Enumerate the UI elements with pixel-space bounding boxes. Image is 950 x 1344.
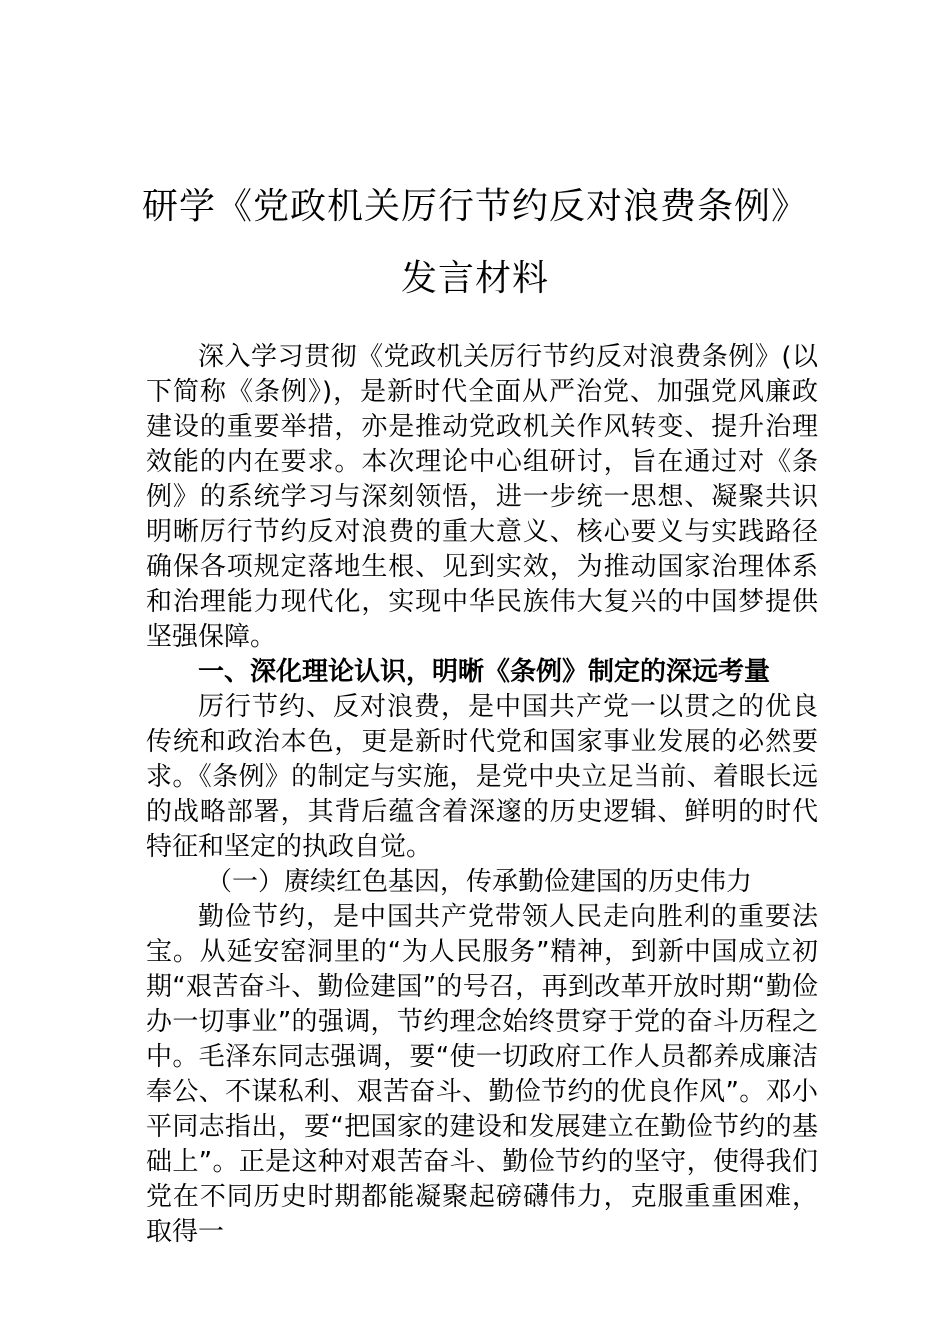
subsection-1-paragraph: 勤俭节约，是中国共产党带领人民走向胜利的重要法宝。从延安窑洞里的“为人民服务”精神，到新中国成立初期“艰苦奋斗、勤俭建国”的号召，再到改革开放时期“勤俭办一切事业”的强调，节约理念始终贯穿于党的奋斗历程之中。毛泽东同志强调，要“使一切政府工作人员都养成廉洁奉公、不谋私利、艰苦奋斗、勤俭节约的优良作风”。邓小平同志指出，要“把国家的建设和发展建立在勤俭节约的基础上”。正是这种对艰苦奋斗、勤俭节约的坚守，使得我们党在不同历史时期都能凝聚起磅礴伟力，克服重重困难，取得一: [146, 902, 818, 1247]
section-heading-1: 一、深化理论认识，明晰《条例》制定的深远考量: [198, 657, 771, 687]
document-title-line-1: 研学《党政机关厉行节约反对浪费条例》: [141, 186, 808, 227]
document-title-line-2: 发言材料: [400, 258, 549, 299]
section-1-paragraph: 厉行节约、反对浪费，是中国共产党一以贯之的优良传统和政治本色，更是新时代党和国家事业发展的必然要求。《条例》的制定与实施，是党中央立足当前、着眼长远的战略部署，其背后蕴含着深邃的历史逻辑、鲜明的时代特征和坚定的执政自觉。: [146, 692, 818, 862]
subsection-heading-1: （一）赓续红色基因，传承勤俭建国的历史伟力: [206, 867, 753, 897]
intro-paragraph: 深入学习贯彻《党政机关厉行节约反对浪费条例》(以下简称《条例》)，是新时代全面从严治党、加强党风廉政建设的重要举措，亦是推动党政机关作风转变、提升治理效能的内在要求。本次理论中心组研讨，旨在通过对《条例》的系统学习与深刻领悟，进一步统一思想、凝聚共识明晰厉行节约反对浪费的重大意义、核心要义与实践路径确保各项规定落地生根、见到实效，为推动国家治理体系和治理能力现代化，实现中华民族伟大复兴的中国梦提供坚强保障。: [146, 342, 818, 652]
document-body: [146, 340, 818, 1250]
